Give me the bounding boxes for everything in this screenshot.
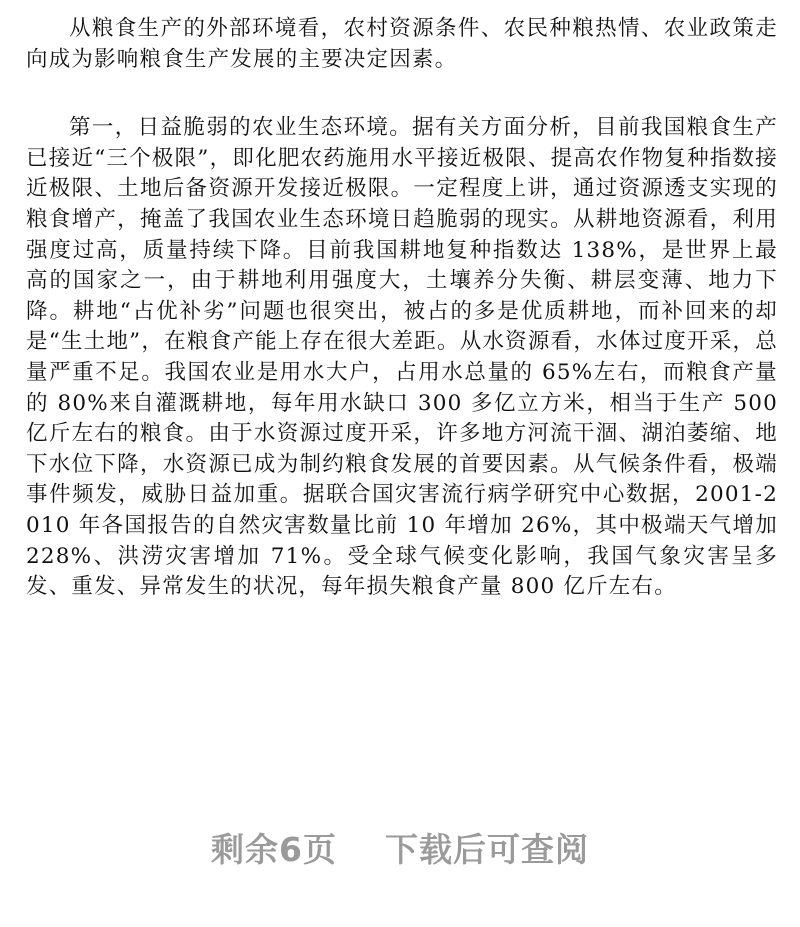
download-to-view-label[interactable]: 下载后可查阅 [384, 830, 589, 869]
remaining-pages-label: 剩余6页 [211, 830, 337, 869]
paragraph: 从粮食生产的外部环境看，农村资源条件、农民种粮热情、农业政策走向成为影响粮食生产发展的主要决定因素。 [26, 16, 778, 72]
paragraph: 第一，日益脆弱的农业生态环境。据有关方面分析，目前我国粮食生产已接近“三个极限”，即化肥农药施用水平接近极限、提高农作物复种指数接近极限、土地后备资源开发接近极限。一定程度上讲，通过资源透支实现的粮食增产，掩盖了我国农业生态环境日趋脆弱的现实。从耕地资源看，利用强度过高，质量持续下降。目前我国耕地复种指数达 138%，是世界上最高的国家之一，由于耕地利用强度大，土壤养分失衡、耕层变薄、地力下降。耕地“占优补劣”问题也很突出，被占的多是优质耕地，而补回来的却是“生土地”，在粮食产能上存在很大差距。从水资源看，水体过度开采，总量严重不足。我国农业是用水大户，占用水总量的 65%左右，而粮食产量的 80%来自灌溉耕地，每年用水缺口 300 多亿立方米，相当于生产 500亿斤左右的粮食。由于水资源过度开采，许多地方河流干涸、湖泊萎缩、地下水位下降，水资源已成为制约粮食发展的首要因素。从气候条件看，极端事件频发，威胁日益加重。据联合国灾害流行病学研究中心数据，2001-2010 年各国报告的自然灾害数量比前 10 年增加 26%，其中极端天气增加 228%、洪涝灾害增加 71%。受全球气候变化影响，我国气象灾害呈多发、重发、异常发生的状况，每年损失粮食产量 800 亿斤左右。 [26, 115, 778, 600]
document-body [26, 14, 778, 603]
download-prompt-banner[interactable] [0, 824, 800, 871]
